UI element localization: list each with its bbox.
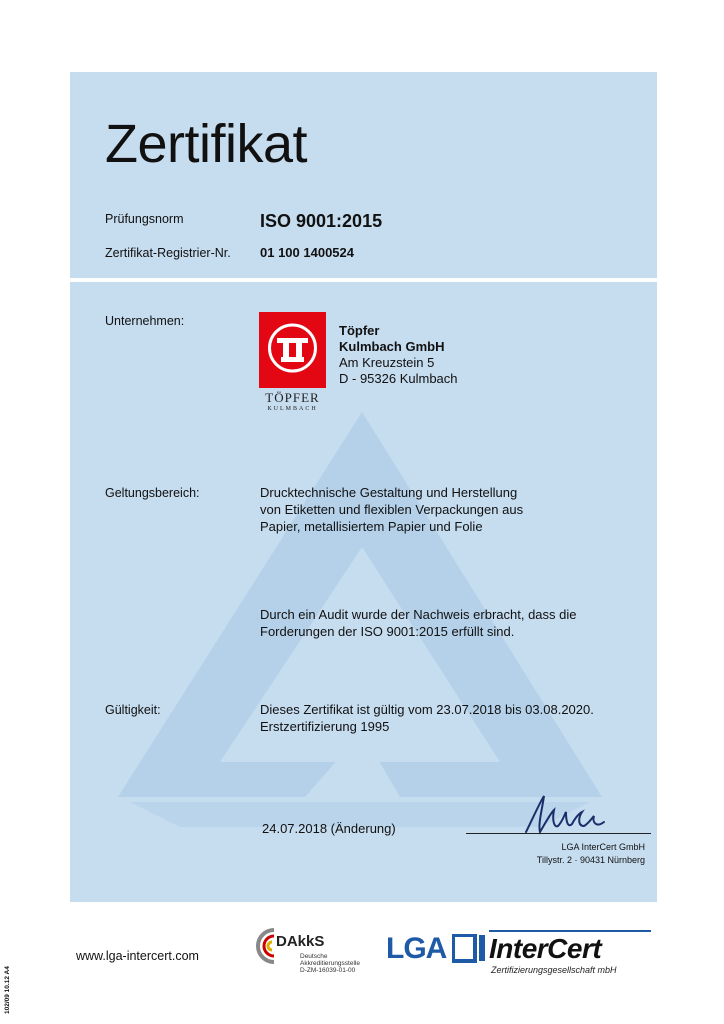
- signature-line: [466, 833, 651, 834]
- standard-value: ISO 9001:2015: [260, 211, 383, 231]
- intercert-subtitle: Zertifizierungsgesellschaft mbH: [491, 965, 617, 975]
- dakks-line3: D-ZM-16039-01-00: [300, 967, 356, 974]
- dakks-title: DAkkS: [276, 933, 325, 950]
- company-name-line1: Töpfer: [339, 323, 380, 338]
- scope-line2: von Etiketten und flexiblen Verpackungen aus: [260, 502, 524, 517]
- audit-line1: Durch ein Audit wurde der Nachweis erbracht, dass die: [260, 607, 577, 622]
- signature-org: LGA InterCert GmbH: [561, 842, 645, 852]
- website-link[interactable]: www.lga-intercert.com: [76, 949, 199, 963]
- company-label: Unternehmen:: [105, 314, 185, 328]
- validity-label: Gültigkeit:: [105, 703, 161, 717]
- signature-icon: [512, 792, 612, 838]
- page-title: Zertifikat: [105, 114, 308, 174]
- dakks-logo: [254, 918, 368, 980]
- intercert-top-line: [489, 930, 651, 932]
- standard-label: Prüfungsnorm: [105, 212, 184, 226]
- validity-line2: Erstzertifizierung 1995: [260, 719, 390, 734]
- validity-line1: Dieses Zertifikat ist gültig vom 23.07.2018 bis 03.08.2020.: [260, 702, 594, 717]
- topfer-logo-text: TÖPFER: [265, 390, 320, 405]
- lga-intercert-logo: [386, 928, 656, 978]
- lga-text: LGA: [386, 932, 447, 965]
- document-code: 102/09 10.12 A4: [4, 966, 11, 1014]
- lga-square-icon: [452, 934, 486, 964]
- signature-address: Tillystr. 2 · 90431 Nürnberg: [536, 855, 645, 865]
- scope-line1: Drucktechnische Gestaltung und Herstellung: [260, 485, 518, 500]
- signature-date: 24.07.2018 (Änderung): [262, 821, 396, 836]
- topfer-logo-subtext: KULMBACH: [267, 406, 318, 412]
- topfer-logo-icon: [259, 312, 326, 388]
- scope-line3: Papier, metallisiertem Papier und Folie: [260, 519, 483, 534]
- company-street: Am Kreuzstein 5: [339, 355, 435, 370]
- company-city: D - 95326 Kulmbach: [339, 371, 458, 386]
- registry-value: 01 100 1400524: [260, 245, 354, 260]
- topfer-logo: [259, 312, 326, 412]
- intercert-text: InterCert: [489, 933, 602, 964]
- registry-label: Zertifikat-Registrier-Nr.: [105, 246, 231, 260]
- dakks-line1: Deutsche: [300, 953, 328, 960]
- dakks-line2: Akkreditierungsstelle: [300, 960, 360, 967]
- company-name-line2: Kulmbach GmbH: [339, 339, 445, 354]
- scope-label: Geltungsbereich:: [105, 486, 200, 500]
- audit-line2: Forderungen der ISO 9001:2015 erfüllt sind.: [260, 624, 515, 639]
